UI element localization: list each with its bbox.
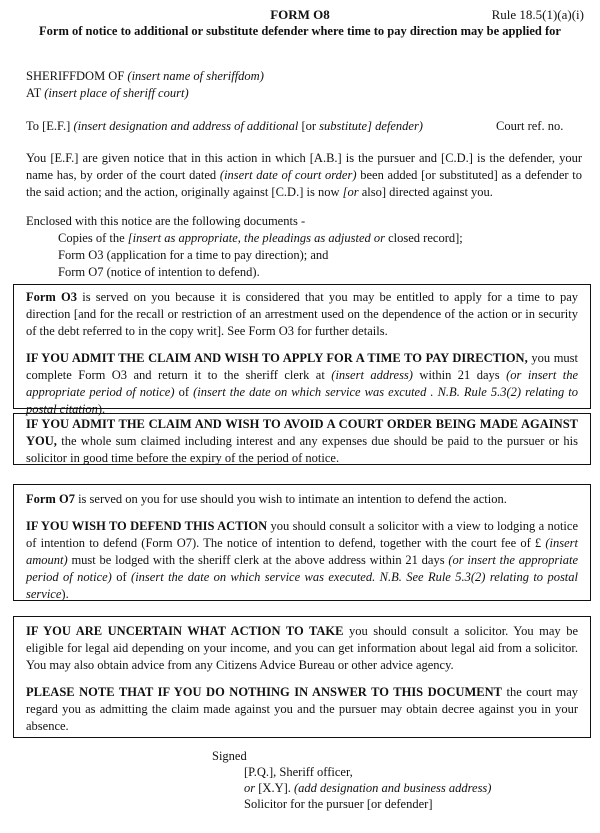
court-order-date-insert: (insert date of court order) <box>219 168 357 182</box>
form-subtitle: Form of notice to additional or substitute defender where time to pay direction may be applied for <box>39 24 561 38</box>
address-insert: (insert address) <box>331 368 413 382</box>
sheriffdom-insert: (insert name of sheriffdom) <box>127 69 264 83</box>
form-o7-text: is served on you for use should you wish to intimate an intention to defend the action. <box>78 492 507 506</box>
time-to-pay-text-4: ). <box>97 402 106 416</box>
signature-sheriff-officer: [P.Q.], Sheriff officer, <box>244 765 353 779</box>
sheriffdom-line <box>26 68 582 85</box>
defend-text-3: of <box>116 570 127 584</box>
time-to-pay-text-3: of <box>178 385 190 399</box>
defend-text-2: must be lodged with the sheriff clerk at the above address within 21 days <box>71 553 445 567</box>
avoid-court-order-paragraph <box>26 416 578 467</box>
avoid-court-order-text: the whole sum claimed including interest and any expenses due should be paid to the pursuer or his solicitor in good time before the expiry of the period of notice. <box>26 434 579 465</box>
time-to-pay-text-2: within 21 days <box>419 368 500 382</box>
signature-xy: [X.Y]. <box>258 781 291 795</box>
to-insert1: (insert designation and address of additional <box>73 119 299 133</box>
defend-text-1: you should consult a solicitor with a view to lodging a notice of intention to defend (Form O7). The notice of intention to defend, together with the court fee of £ <box>26 519 578 550</box>
court-ref: Court ref. no. <box>496 119 564 133</box>
form-o3-box <box>13 284 591 416</box>
service-date-insert: (insert the date on which service was excuted . N.B. Rule 5.3(2) relating to postal citation <box>26 385 579 416</box>
form-o3-text: is served on you because it is considered that you may be entitled to apply for a time to pay direction [and for the recall or restriction of an arrestment used on the dependence of the action or in security of the debt referred to in the copy writ]. See Form O3 for further details. <box>26 290 578 338</box>
notice-paragraph <box>26 150 582 201</box>
time-to-pay-text-1: you must complete Form O3 and return it to the sheriff clerk at <box>26 351 579 382</box>
do-nothing-heading: PLEASE NOTE THAT IF YOU DO NOTHING IN ANSWER TO THIS DOCUMENT <box>26 685 502 699</box>
form-o7-paragraph <box>26 491 578 508</box>
form-o3-paragraph <box>26 289 578 340</box>
signature-role-line <box>244 796 432 813</box>
uncertain-text: you should consult a solicitor. You may be eligible for legal aid depending on your income, and you can get information about legal aid from a solicitor. You may also obtain advice from any Citizens Advice Bureau or other advice agency. <box>26 624 579 672</box>
notice-or-1: [or <box>421 168 436 182</box>
notice-or-2: [or <box>342 185 359 199</box>
rule-reference: Rule 18.5(1)(a)(i) <box>491 7 584 22</box>
defend-heading: IF YOU WISH TO DEFEND THIS ACTION <box>26 519 268 533</box>
to-prefix: To [E.F.] <box>26 119 71 133</box>
uncertain-paragraph <box>26 623 578 674</box>
enclosed-intro: Enclosed with this notice are the following documents - <box>26 214 306 228</box>
sheriffdom-label: SHERIFFDOM OF <box>26 69 125 83</box>
signature-designation-insert: (add designation and business address) <box>294 781 492 795</box>
form-o7-lead: Form O7 <box>26 492 75 506</box>
signature-or: or <box>244 781 256 795</box>
notice-text-4: also] directed against you. <box>361 185 493 199</box>
item1-text-a: Copies of the <box>58 231 125 245</box>
form-o3-lead: Form O3 <box>26 290 78 304</box>
signature-role: Solicitor for the pursuer <box>244 797 364 811</box>
to-insert2: substitute] <box>319 119 372 133</box>
fee-amount-insert: (insert amount) <box>26 536 578 567</box>
do-nothing-text: the court may regard you as admitting the claim made against you and the pursuer may obtain decree against you in your absence. <box>26 685 579 733</box>
signature-role-or: [or <box>366 797 382 811</box>
enclosed-documents <box>26 213 582 281</box>
notice-text-3: substituted] as a defender to the said action; and the action, originally against [C.D.] is now <box>26 168 583 199</box>
item1-text-c: , the pleadings as adjusted <box>237 231 371 245</box>
signature-solicitor-line <box>244 780 491 797</box>
defend-paragraph <box>26 518 578 603</box>
time-to-pay-heading: IF YOU ADMIT THE CLAIM AND WISH TO APPLY FOR A TIME TO PAY DIRECTION, <box>26 351 528 365</box>
time-to-pay-paragraph <box>26 350 578 418</box>
defend-period-insert: (or insert the appropriate period of notice) <box>26 553 578 584</box>
avoid-court-order-heading: IF YOU ADMIT THE CLAIM AND WISH TO AVOID A COURT ORDER BEING MADE AGAINST YOU, <box>26 417 578 448</box>
item1-text-d: or <box>373 231 385 245</box>
advice-box <box>13 616 591 738</box>
defend-service-date-insert: (insert the date on which service was executed. N.B. See Rule 5.3(2) relating to postal service <box>26 570 579 601</box>
defend-text-4: ). <box>61 587 69 601</box>
enclosed-item-3: Form O7 (notice of intention to defend). <box>58 265 260 279</box>
to-mid: [or <box>301 119 317 133</box>
notice-text-2: been added <box>360 168 418 182</box>
notice-text-1: You [E.F.] are given notice that in this action in which [A.B.] is the pursuer and [C.D.] is the defender, your name has, by order of the court dated <box>26 151 582 182</box>
at-insert: (insert place of sheriff court) <box>44 86 189 100</box>
avoid-court-order-box <box>13 413 591 465</box>
uncertain-heading: IF YOU ARE UNCERTAIN WHAT ACTION TO TAKE <box>26 624 344 638</box>
form-title: FORM O8 <box>270 7 330 22</box>
item1-text-b: [insert as appropriate <box>127 231 238 245</box>
at-label: AT <box>26 86 42 100</box>
item1-text-e: closed record]; <box>388 231 463 245</box>
enclosed-item-2: Form O3 (application for a time to pay direction); and <box>58 248 329 262</box>
do-nothing-paragraph <box>26 684 578 735</box>
form-o7-box <box>13 484 591 601</box>
signature-role-defender: defender] <box>384 797 433 811</box>
court-place-line <box>26 85 582 102</box>
to-insert3: defender) <box>375 119 423 133</box>
signed-label: Signed <box>212 749 247 763</box>
enclosed-item-1 <box>58 230 582 247</box>
period-insert: (or insert the appropriate period of notice) <box>26 368 579 399</box>
